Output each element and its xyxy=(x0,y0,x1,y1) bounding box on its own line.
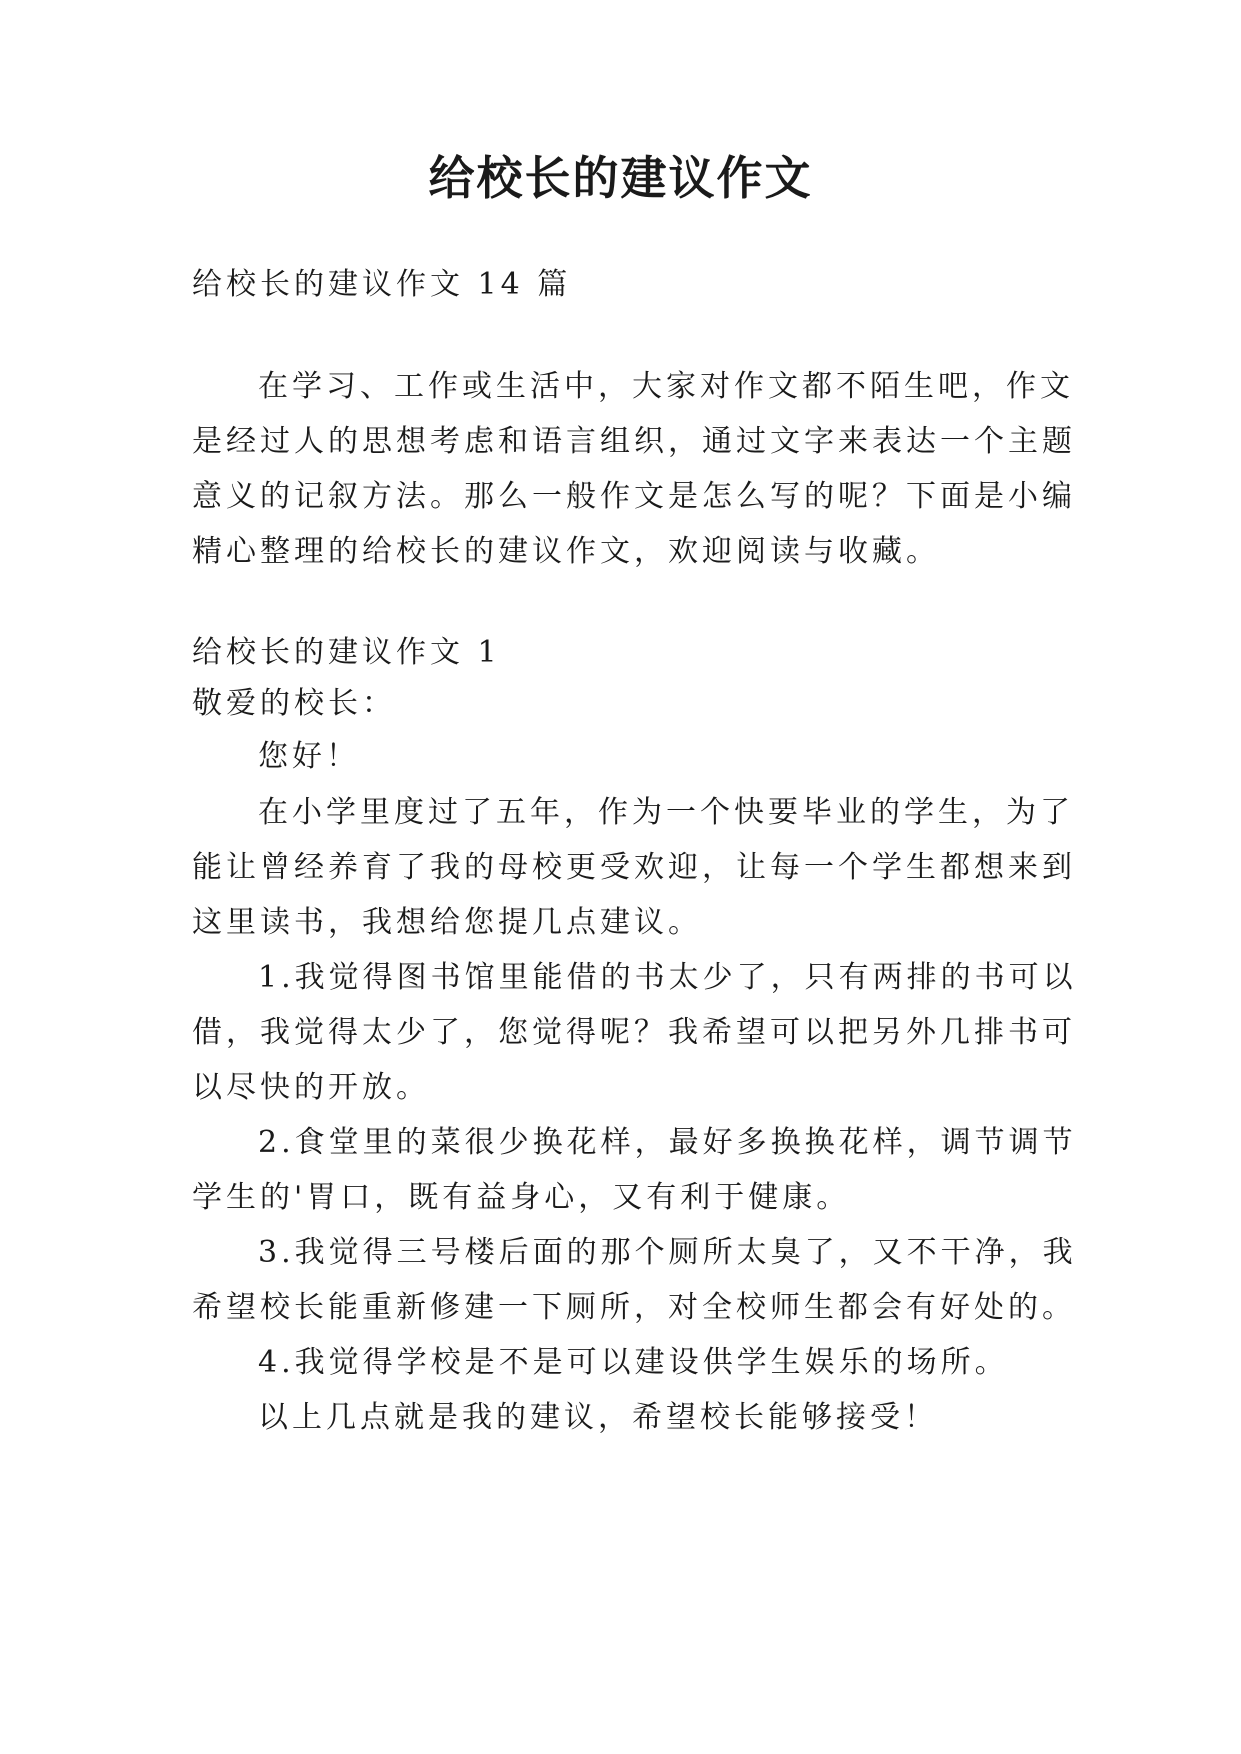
document-title: 给校长的建议作文 xyxy=(428,151,813,205)
body-line: 学生的'胃口，既有益身心，又有利于健康。 xyxy=(192,1180,851,1215)
body-line: 希望校长能重新修建一下厕所，对全校师生都会有好处的。 xyxy=(192,1290,1076,1325)
intro-line: 在学习、工作或生活中，大家对作文都不陌生吧，作文 xyxy=(258,369,1074,404)
body-line: 2.食堂里的菜很少换花样，最好多换换花样，调节调节 xyxy=(258,1125,1077,1160)
body-line: 这里读书，我想给您提几点建议。 xyxy=(192,905,702,940)
intro-line: 意义的记叙方法。那么一般作文是怎么写的呢？下面是小编 xyxy=(192,479,1076,514)
intro-line: 是经过人的思想考虑和语言组织，通过文字来表达一个主题 xyxy=(192,424,1076,459)
body-line: 在小学里度过了五年，作为一个快要毕业的学生，为了 xyxy=(258,795,1074,830)
body-line: 借，我觉得太少了，您觉得呢？我希望可以把另外几排书可 xyxy=(192,1015,1076,1050)
body-line: 以上几点就是我的建议，希望校长能够接受！ xyxy=(258,1400,938,1435)
body-line: 以尽快的开放。 xyxy=(192,1070,430,1105)
section-heading: 给校长的建议作文 1 xyxy=(192,635,501,670)
body-line: 3.我觉得三号楼后面的那个厕所太臭了，又不干净，我 xyxy=(258,1235,1077,1270)
body-line: 1.我觉得图书馆里能借的书太少了，只有两排的书可以 xyxy=(258,960,1077,995)
letter-salutation: 敬爱的校长： xyxy=(192,686,396,721)
body-line: 4.我觉得学校是不是可以建设供学生娱乐的场所。 xyxy=(258,1345,1009,1380)
letter-greeting: 您好！ xyxy=(258,739,360,774)
body-line: 能让曾经养育了我的母校更受欢迎，让每一个学生都想来到 xyxy=(192,850,1076,885)
intro-line: 精心整理的给校长的建议作文，欢迎阅读与收藏。 xyxy=(192,534,940,569)
document-subtitle: 给校长的建议作文 14 篇 xyxy=(192,267,572,302)
